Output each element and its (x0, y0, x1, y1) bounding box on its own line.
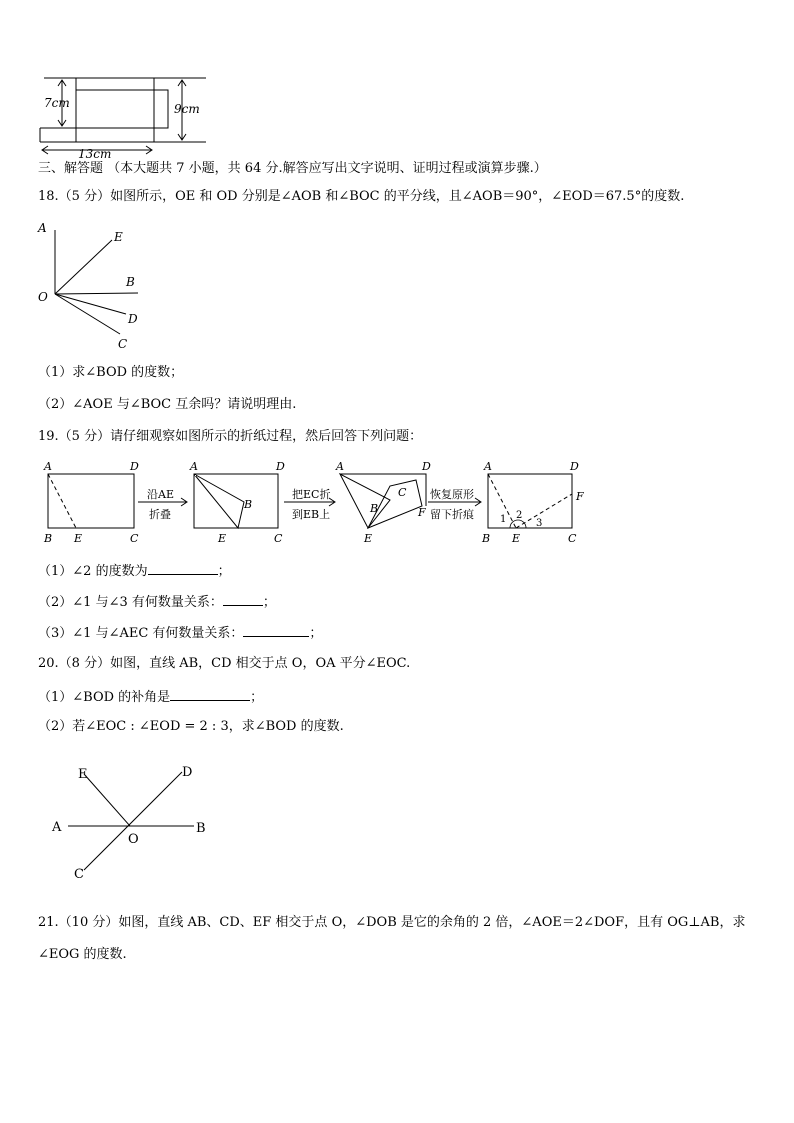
q19-arrow1-line2: 折叠 (149, 508, 171, 521)
q18-sub2: （2）∠AOE 与∠BOC 互余吗？请说明理由. (38, 397, 297, 412)
q18-label-E: E (114, 230, 123, 244)
q20-lines-figure (48, 760, 218, 900)
q19-p1-A: A (44, 460, 52, 473)
q19-p1-E: E (74, 532, 83, 545)
q19-p1-C: C (130, 532, 139, 545)
q20-label-A: A (52, 820, 62, 835)
q19-angle-1: 1 (500, 514, 507, 525)
q19-p2-C: C (274, 532, 283, 545)
q18-label-D: D (128, 312, 138, 326)
q20-sub1 (38, 688, 263, 707)
q19-p3-C: C (398, 486, 407, 499)
label-9cm: 9cm (174, 102, 200, 116)
q19-sub3-text: （3）∠1 与∠AEC 有何数量关系： (38, 626, 244, 641)
q19-arrow3-line2: 留下折痕 (430, 508, 474, 521)
q19-p3-B: B (370, 502, 379, 515)
q20-label-B: B (196, 821, 206, 836)
q19-p2-E: E (218, 532, 227, 545)
q19-sub2-end: ； (262, 595, 276, 610)
q19-p3-A: A (336, 460, 344, 473)
q20-sub2: （2）若∠EOC : ∠EOD = 2 : 3，求∠BOD 的度数. (38, 719, 344, 734)
q19-p2-A: A (190, 460, 198, 473)
q19-p4-D: D (570, 460, 579, 473)
q18-label-B: B (126, 275, 135, 289)
label-7cm: 7cm (44, 96, 70, 110)
q20-sub1-blank[interactable] (170, 688, 250, 701)
label-13cm: 13cm (78, 147, 112, 161)
q18-label-O: O (38, 290, 48, 304)
q19-arrow1-line1: 沿AE (147, 488, 174, 501)
q18-sub1: （1）求∠BOD 的度数； (38, 365, 184, 380)
q19-arrow3-line1: 恢复原形 (430, 488, 474, 501)
q20-stem: 20.（8 分）如图，直线 AB，CD 相交于点 O，OA 平分∠EOC. (38, 656, 411, 671)
q19-stem: 19.（5 分）请仔细观察如图所示的折纸过程，然后回答下列问题： (38, 429, 423, 444)
q19-sub3-blank[interactable] (243, 624, 309, 637)
q18-label-A: A (38, 221, 47, 235)
q19-arrow2-line2: 到EB上 (292, 508, 331, 521)
q19-sub3 (38, 624, 322, 643)
q20-label-O: O (128, 832, 139, 847)
q19-sub2-text: （2）∠1 与∠3 有何数量关系： (38, 595, 223, 610)
q19-p2-D: D (276, 460, 285, 473)
q18-stem: 18.（5 分）如图所示，OE 和 OD 分别是∠AOB 和∠BOC 的平分线，且∠AOB＝90°，∠EOD＝67.5°的度数. (38, 189, 685, 204)
q19-sub1-text: （1）∠2 的度数为 (38, 564, 148, 579)
q20-sub1-text: （1）∠BOD 的补角是 (38, 690, 171, 705)
q19-p4-B: B (482, 532, 491, 545)
q19-p3-F: F (418, 506, 426, 519)
q21-line1: 21.（10 分）如图，直线 AB、CD、EF 相交于点 O，∠DOB 是它的余角的 2 倍，∠AOE＝2∠DOF，且有 OG⊥AB，求 (38, 915, 746, 930)
q21-line2: ∠EOG 的度数. (38, 947, 127, 962)
q19-angle-2: 2 (516, 510, 523, 521)
q20-sub1-end: ； (250, 690, 264, 705)
q19-p2-B: B (244, 498, 253, 511)
q18-angle-figure (34, 218, 154, 358)
q19-sub1-blank[interactable] (148, 562, 218, 575)
rectangle-dimension-figure (36, 70, 216, 160)
q19-p4-E: E (512, 532, 521, 545)
q19-p3-E: E (364, 532, 373, 545)
q20-label-D: D (182, 765, 193, 780)
q19-angle-3: 3 (536, 518, 543, 529)
q20-label-C: C (74, 867, 84, 882)
q19-sub1-end: ； (217, 564, 231, 579)
q19-p4-F: F (576, 490, 584, 503)
q19-p1-D: D (130, 460, 139, 473)
section-heading: 三、解答题 （本大题共 7 小题，共 64 分.解答应写出文字说明、证明过程或演算步骤.） (38, 161, 547, 176)
q19-sub2-blank[interactable] (223, 593, 263, 606)
q18-label-C: C (118, 337, 128, 351)
q19-p4-C: C (568, 532, 577, 545)
q19-p1-B: B (44, 532, 53, 545)
q19-folding-figure (38, 456, 598, 548)
q19-arrow2-line1: 把EC折 (292, 488, 331, 501)
q19-sub3-end: ； (309, 626, 323, 641)
q19-p4-A: A (484, 460, 492, 473)
q19-sub2 (38, 593, 276, 612)
q20-label-E: E (78, 767, 88, 782)
q19-p3-D: D (422, 460, 431, 473)
q19-sub1 (38, 562, 231, 581)
